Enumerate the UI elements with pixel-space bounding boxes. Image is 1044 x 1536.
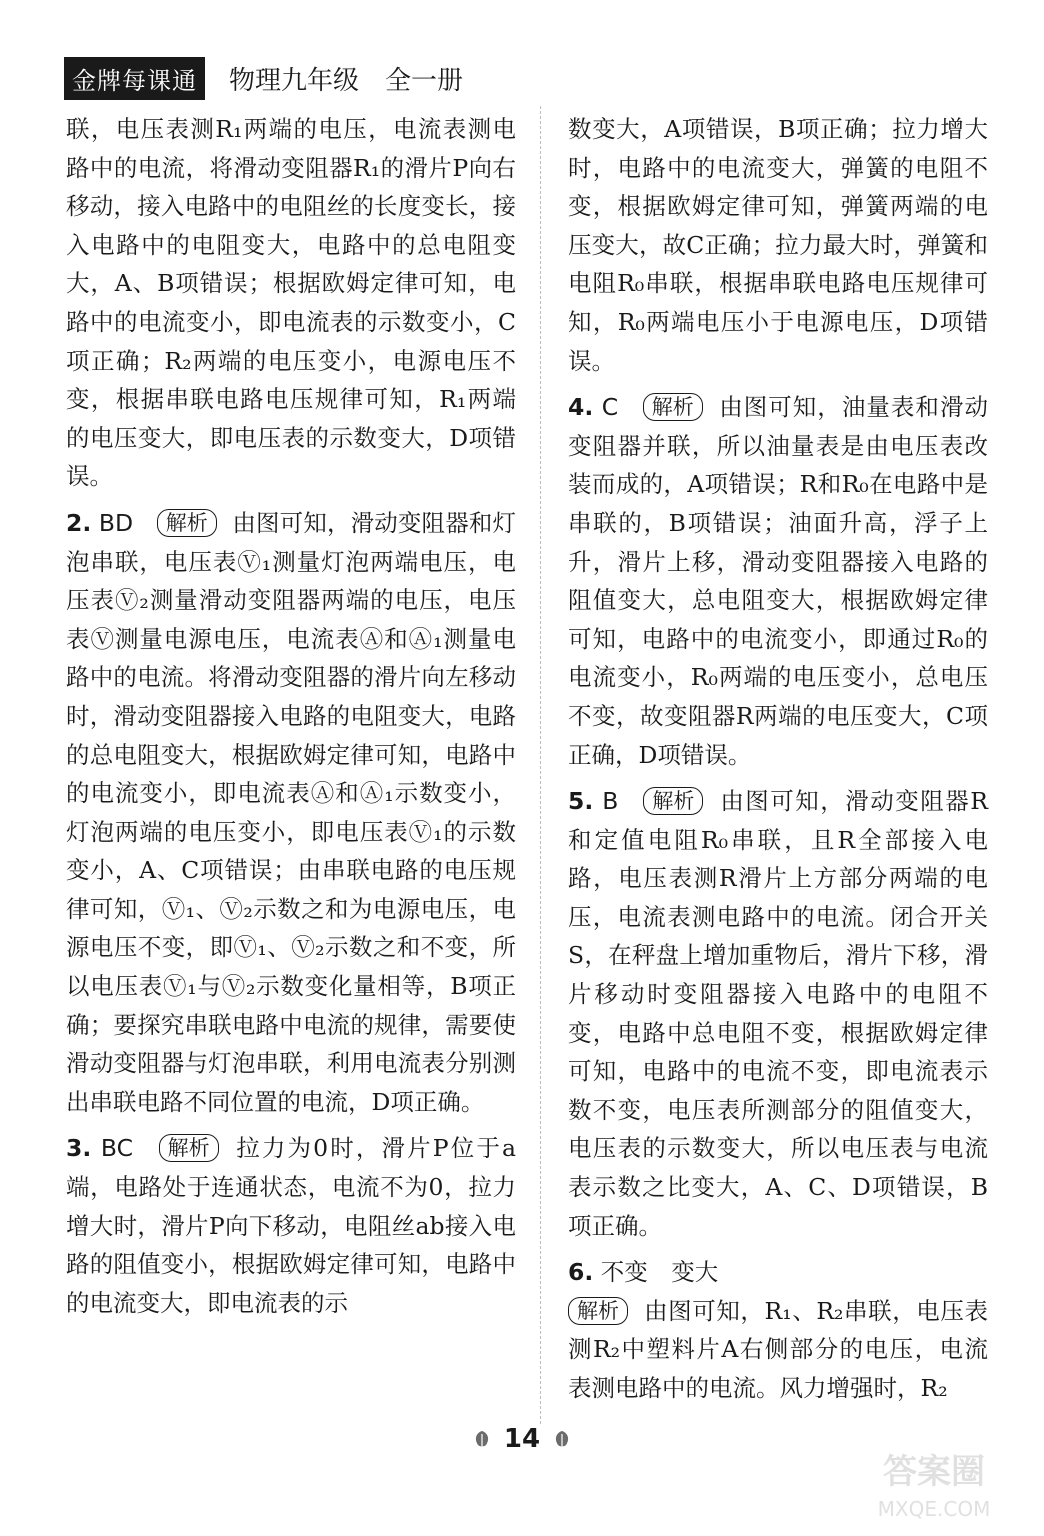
analysis-tag: 解析 — [157, 509, 217, 537]
answer: BC — [100, 1134, 134, 1163]
question-number: 5. — [568, 787, 594, 816]
svg-text:答案圈: 答案圈 — [883, 1452, 985, 1492]
right-column — [568, 110, 988, 1416]
book-title: 物理九年级 全一册 — [229, 65, 464, 96]
continued-explanation: 联，电压表测R₁两端的电压，电流表测电路中的电流，将滑动变阻器R₁的滑片P向右移动，接入电路中的电阻丝的长度变长，接入电路中的电阻变大，电路中的总电阻变大，A、B项错误；根据欧姆定律可知，电路中的电流变小，即电流表的示数变小，C项正确；R₂两端的电压变小，电源电压不变，根据串联电路电压规律可知，R₁两端的电压变大，即电压表的示数变大，D项错误。 — [66, 115, 516, 491]
analysis-text: 由图可知，R₁、R₂串联，电压表测R₂中塑料片A右侧部分的电压，电流表测电路中的电流。风力增强时，R₂ — [568, 1296, 988, 1402]
answer: 不变 变大 — [600, 1258, 719, 1287]
question-number: 2. — [66, 508, 92, 537]
analysis-text: 由图可知，滑动变阻器和灯泡串联，电压表Ⓥ₁测量灯泡两端电压，电压表Ⓥ₂测量滑动变阻器两端的电压，电压表Ⓥ测量电源电压，电流表Ⓐ和Ⓐ₁测量电路中的电流。将滑动变阻器的滑片向左移动时，滑动变阻器接入电路的电阻变大，电路的总电阻变大，根据欧姆定律可知，电路中的电流变小，即电流表Ⓐ和Ⓐ₁示数变小，灯泡两端的电压变小，即电压表Ⓥ₁的示数变小，A、C项错误；由串联电路的电压规律可知，Ⓥ₁、Ⓥ₂示数之和为电源电压，电源电压不变，即Ⓥ₁、Ⓥ₂示数之和不变，所以电压表Ⓥ₁与Ⓥ₂示数变化量相等，B项正确；要探究串联电路中电流的规律，需要使滑动变阻器与灯泡串联，利用电流表分别测出串联电路不同位置的电流，D项正确。 — [66, 508, 516, 1116]
left-column — [66, 110, 516, 1330]
continued-explanation: 数变大，A项错误，B项正确；拉力增大时，电路中的电流变大，弹簧的电阻不变，根据欧姆定律可知，弹簧两端的电压变大，故C正确；拉力最大时，弹簧和电阻R₀串联，根据串联电路电压规律可知，R₀两端电压小于电源电压，D项错误。 — [568, 115, 988, 375]
analysis-text: 由图可知，油量表和滑动变阻器并联，所以油量表是由电压表改装而成的，A项错误；R和R₀在电路中是串联的，B项错误；油面升高，浮子上升，滑片上移，滑动变阻器接入电路的阻值变大，总电阻变大，根据欧姆定律可知，电路中的电流变小，即通过R₀的电流变小，R₀两端的电压变小，总电压不变，故变阻器R两端的电压变大，C项正确，D项错误。 — [568, 393, 988, 769]
question-number: 6. — [568, 1258, 594, 1287]
question-4 — [568, 388, 988, 774]
analysis-tag: 解析 — [643, 393, 703, 421]
analysis-text: 拉力为0时，滑片P位于a端，电路处于连通状态，电流不为0，拉力增大时，滑片P向下移动，电阻丝ab接入电路的阻值变小，根据欧姆定律可知，电路中的电流变大，即电流表的示 — [66, 1134, 516, 1317]
answer: BD — [98, 508, 134, 537]
brand-logo: 金牌每课通 — [64, 57, 205, 100]
analysis-tag: 解析 — [568, 1297, 628, 1325]
question-6 — [568, 1253, 988, 1407]
analysis-tag: 解析 — [159, 1134, 219, 1162]
svg-text:MXQE.COM: MXQE.COM — [877, 1497, 991, 1521]
question-number: 3. — [66, 1134, 92, 1163]
analysis-text: 由图可知，滑动变阻器R和定值电阻R₀串联，且R全部接入电路，电压表测R滑片上方部分两端的电压，电流表测电路中的电流。闭合开关S，在秤盘上增加重物后，滑片下移，滑片移动时变阻器接入电路中的电阻不变，电路中总电阻不变，根据欧姆定律可知，电路中的电流不变，即电流表示数不变，电压表所测部分的阻值变大，电压表的示数变大，所以电压表与电流表示数之比变大，A、C、D项错误，B项正确。 — [568, 787, 988, 1240]
page-header — [64, 58, 463, 98]
page-number: 14 — [503, 1424, 541, 1454]
question-5 — [568, 782, 988, 1245]
answer: C — [601, 393, 619, 422]
question-2 — [66, 504, 516, 1122]
leaf-icon — [472, 1429, 492, 1449]
question-3 — [66, 1129, 516, 1322]
watermark-logo — [844, 1438, 1024, 1528]
question-number: 4. — [568, 393, 594, 422]
leaf-icon — [552, 1429, 572, 1449]
analysis-tag: 解析 — [643, 787, 703, 815]
column-divider — [540, 106, 541, 1424]
answer: B — [602, 787, 619, 816]
